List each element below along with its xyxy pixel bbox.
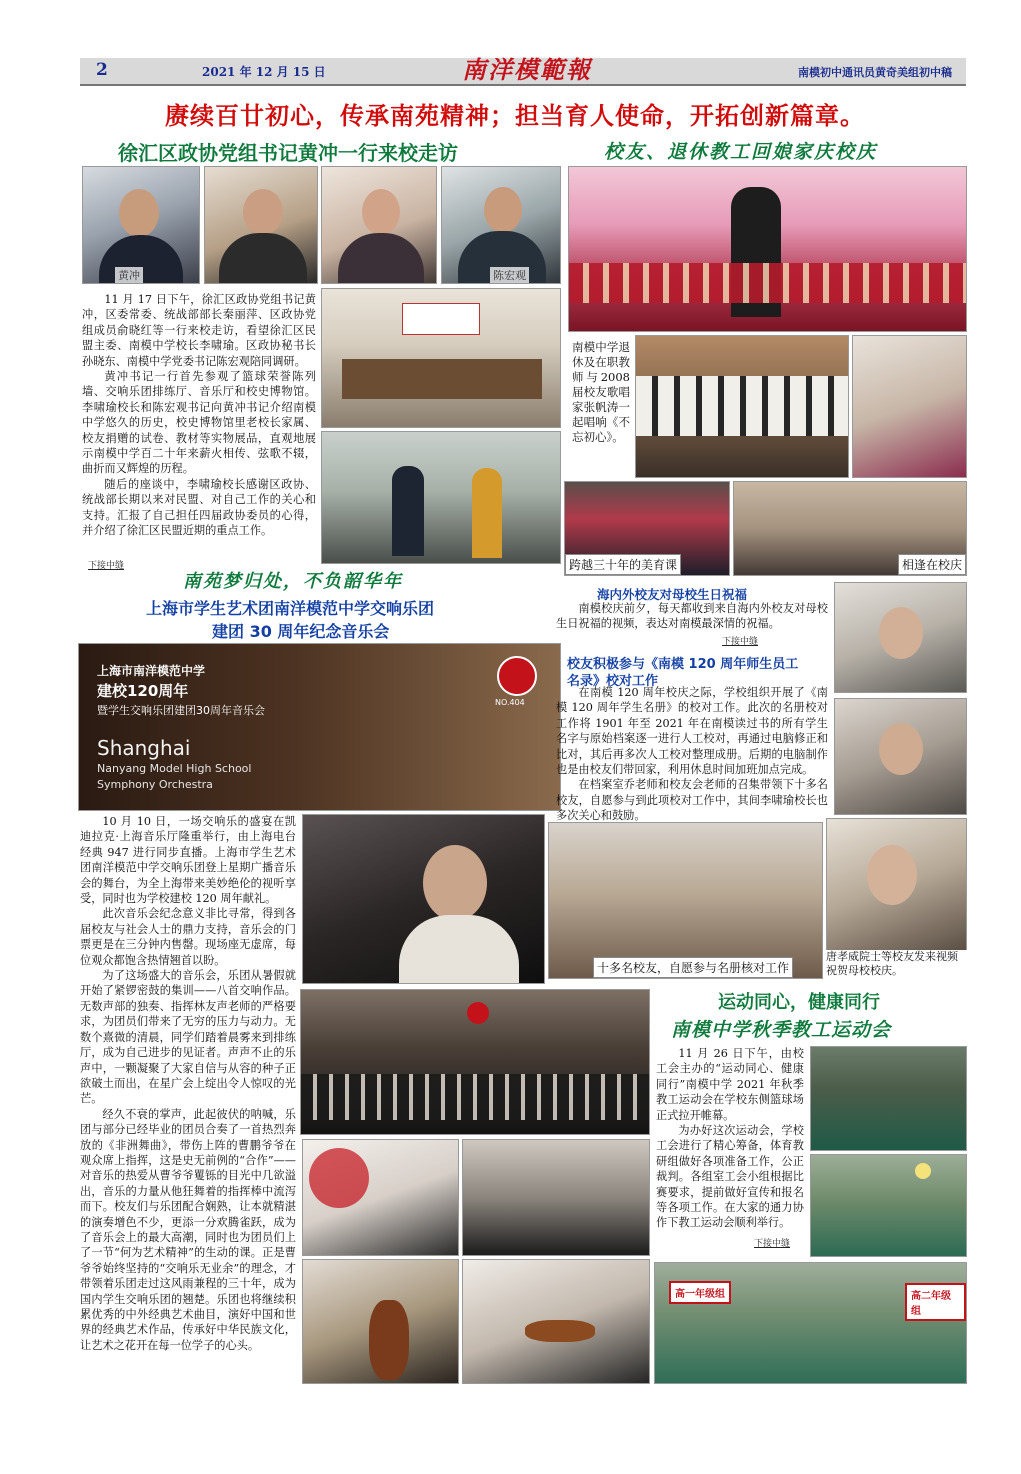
concert-paragraph: 此次音乐会纪念意义非比寻常，得到各届校友与社会人士的鼎力支持，音乐会的门票更是在三分钟内售罄。现场座无虚席，每位观众都饱含热情翘首以盼。 [80, 907, 296, 967]
concert-paragraph: 为了这场盛大的音乐会，乐团从暑假就开始了紧锣密鼓的集训——八首交响作品。无数声部的独奏、指挥林友声老师的严格要求，为团员们带来了无穷的压力与动力。无数个熹微的清晨，同学们踏着晨雾来到排练厅，成为自己进步的见证者。声声不止的乐声中，一颗凝聚了大家自信与从容的种子正欲破土而出，在星广会上绽出令人惊叹的光芒。 [80, 969, 296, 1106]
overseas-article [556, 601, 828, 632]
sports-paragraph: 为办好这次运动会，学校工会进行了精心筹备，体育教研组做好各项准备工作，公正裁判。各组室工会小组根据比赛要求，提前做好宣传和报名等各项工作。在大家的通力协作下教工运动会顺利举行。 [656, 1124, 804, 1230]
visit-title: 徐汇区政协党组书记黄冲一行来校走访 [118, 141, 458, 165]
photo-aesthetic-class [564, 481, 730, 576]
issue-date: 2021 年 12 月 15 日 [202, 65, 326, 79]
photo-qin-liping [204, 166, 318, 284]
concert-title-1: 上海市学生艺术团南洋模范中学交响乐团 [146, 599, 435, 618]
sports-article [656, 1046, 804, 1231]
visit-paragraph: 随后的座谈中，李啸瑜校长感谢区政协、统战部长期以来对民盟、对自己工作的关心和支持。汇报了自己担任四届政协委员的心得，并介绍了徐汇区民盟近期的重点工作。 [82, 477, 316, 538]
poster-badge: NO.404 [495, 698, 525, 707]
photo-cellist [302, 1259, 459, 1384]
photo-wind-section [462, 1139, 650, 1256]
proofread-paragraph: 在档案室乔老师和校友会老师的召集带领下十多名校友，自愿参与到此项校对工作中，其间李啸瑜校长也多次关心和鼓励。 [556, 778, 828, 823]
proofread-article [556, 685, 828, 824]
photo-chen-hongguan [441, 166, 561, 284]
photo-violinist [462, 1259, 650, 1384]
photo-elderly-alumna [852, 335, 967, 478]
poster-en1: Shanghai [97, 736, 191, 760]
school-emblem-icon [497, 656, 537, 696]
photo-meeting-room [321, 288, 561, 428]
concert-paragraph: 经久不衰的掌声，此起彼伏的呐喊，乐团与部分已经毕业的团员合奏了一首热烈奔放的《非洲舞曲》，带伤上阵的曹鹏爷爷在观众席上指挥，这是史无前例的“合作”——对音乐的热爱从曹爷爷矍铄的目光中几欲溢出，音乐的力量从他狂舞着的指挥棒中流泻而下。校友们与乐团配合娴熟，让本就精湛的演奏增色不少，更添一分欢腾雀跃，成为了音乐会上的最大高潮，同时也为团员们上了一节“何为艺术精神”的生动的课。正是曹爷爷始终坚持的“交响乐无业余”的理念，才带领着乐团走过这风雨兼程的三十年，成为国内学生交响乐团的翘楚。乐团也将继续积累优秀的中外经典艺术曲目，演好中国和世界的经典艺术作品，传承好中华民族文化，让艺术之花开在每一位学子的心头。 [80, 1107, 296, 1352]
photo-volunteers [548, 822, 823, 979]
banner-grade-2: 高二年级组 [905, 1283, 966, 1321]
masthead-logo: 南洋模範報 [462, 55, 592, 84]
caption-reunion: 相逢在校庆 [898, 554, 966, 575]
name-caption-chen: 陈宏观 [490, 267, 529, 283]
overseas-continue: 下接中缝 [722, 637, 759, 647]
proofread-title-2: 名录》校对工作 [567, 674, 659, 689]
page-number: 2 [96, 60, 108, 80]
photo-teachers-singing [635, 335, 849, 478]
photo-alumni-choir [568, 166, 967, 332]
name-caption-huang: 黄冲 [115, 267, 143, 283]
photo-volleyball [810, 1154, 967, 1257]
caption-aesthetic-class: 跨越三十年的美育课 [565, 554, 681, 575]
photo-alumnus-video-1 [834, 582, 967, 693]
photo-cao-peng [302, 814, 545, 984]
overseas-paragraph: 南模校庆前夕，每天都收到来自海内外校友对母校生日祝福的视频，表达对南模最深情的祝福。 [556, 602, 828, 631]
sports-title-1: 运动同心，健康同行 [718, 992, 880, 1013]
poster-line1: 上海市南洋模范中学 [97, 664, 206, 678]
alumni-title: 校友、退休教工回娘家庆校庆 [604, 141, 878, 163]
photo-reunion [733, 481, 967, 576]
banner-grade-1: 高一年级组 [669, 1281, 731, 1304]
concert-kicker: 南苑梦归处，不负韶华年 [183, 571, 403, 592]
poster-en3: Symphony Orchestra [97, 778, 213, 791]
visit-paragraph: 11 月 17 日下午，徐汇区政协党组书记黄冲，区委常委、统战部部长秦丽萍、区政协党组成员俞晓红等一行来校走访，看望徐汇区民盟主委、南模中学校长李啸瑜。区政协秘书长孙晓东、南模中学党委书记陈宏观陪同调研。 [82, 293, 316, 368]
concert-title-2: 建团 30 周年纪念音乐会 [212, 622, 390, 641]
poster-en2: Nanyang Model High School [97, 762, 252, 775]
alumni-side-caption: 南模中学退休及在职教师与2008届校友歌唱家张帆涛一起唱响《不忘初心》。 [572, 340, 630, 444]
sports-paragraph: 11 月 26 日下午，由校工会主办的“运动同心、健康同行”南模中学 2021 年秋季教工运动会在学校东侧篮球场正式拉开帷幕。 [656, 1047, 804, 1122]
photo-campus-tour [321, 431, 561, 564]
photo-flute-player [302, 1139, 459, 1256]
photo-alumnus-video-2 [834, 698, 967, 815]
photo-orchestra-stage [300, 989, 650, 1135]
proofread-paragraph: 在南模 120 周年校庆之际，学校组织开展了《南模 120 周年学生名册》的校对工作。此次的名册校对工作将 1901 年至 2021 年在南模读过书的所有学生名字与原始档案逐一进行人工校对，再通过电脑修正和比对，其后再多次人工校对整理成册。后期的电脑制作也是由校友们带回家，利用休息时间加班加点完成。 [556, 686, 828, 777]
proofread-title-1: 校友积极参与《南模 120 周年师生员工 [567, 657, 799, 672]
visit-article [82, 292, 316, 539]
poster-line2: 建校120周年 [97, 682, 189, 700]
photo-tang-xiaowei [826, 818, 967, 952]
main-headline: 赓续百廿初心，传承南苑精神；担当育人使命，开拓创新篇章。 [165, 102, 865, 130]
caption-volunteers: 十多名校友，自愿参与名册核对工作 [593, 957, 793, 978]
photo-sports-parade [654, 1262, 967, 1384]
concert-poster [78, 643, 561, 811]
photo-huang-chong [82, 166, 200, 284]
poster-line3: 暨学生交响乐团建团30周年音乐会 [97, 704, 265, 717]
byline: 南模初中通讯员黄奇美组初中稿 [798, 66, 952, 79]
sports-continue: 下接中缝 [754, 1239, 791, 1249]
overseas-title: 海内外校友对母校生日祝福 [597, 587, 748, 602]
visit-continue: 下接中缝 [88, 561, 125, 571]
visit-paragraph: 黄冲书记一行首先参观了篮球荣誉陈列墙、交响乐团排练厅、音乐厅和校史博物馆。李啸瑜校长和陈宏观书记向黄冲书记介绍南模中学悠久的历史，校史博物馆里老校长家属、校友捐赠的试卷、教材等实物展品，直观地展示南模中学百二十年来薪火相传、弦歌不辍，曲折而又辉煌的历程。 [82, 370, 316, 476]
concert-article [80, 814, 296, 1353]
photo-tug-of-war [810, 1046, 967, 1151]
sports-title-2: 南模中学秋季教工运动会 [671, 1019, 892, 1041]
concert-paragraph: 10 月 10 日，一场交响乐的盛宴在凯迪拉克·上海音乐厅隆重举行，由上海电台经典 947 进行同步直播。上海市学生艺术团南洋模范中学交响乐团登上星期广播音乐会的舞台，为全上海带来美妙绝伦的视听享受，同时也为学校建校 120 周年献礼。 [80, 815, 296, 906]
photo-yu-xiaohong [321, 166, 437, 284]
caption-tang-xiaowei: 唐孝威院士等校友发来视频祝贺母校校庆。 [826, 950, 967, 978]
